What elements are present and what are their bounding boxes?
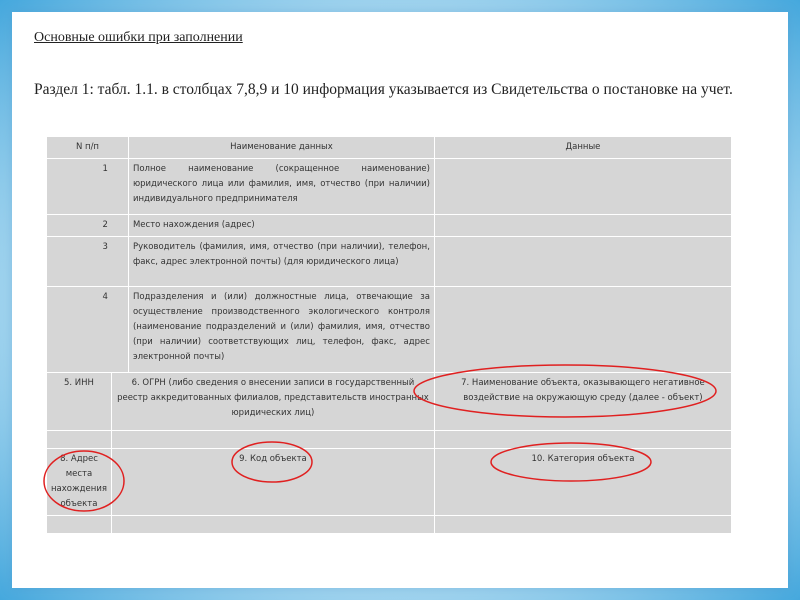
empty-cell bbox=[434, 431, 731, 449]
object-empty-row bbox=[47, 431, 732, 449]
empty-cell bbox=[47, 516, 112, 534]
row-name: Подразделения и (или) должностные лица, отвечающие за осуществление производственного экологического контроля (наименование подразделений и (или) фамилия, имя, отчество (при наличии) соответствующих лиц, телефон, факс, адрес электронной почты) bbox=[128, 287, 434, 373]
row-value bbox=[434, 159, 731, 215]
table-header-row bbox=[47, 137, 732, 159]
header-name: Наименование данных bbox=[128, 137, 434, 159]
empty-cell bbox=[47, 431, 112, 449]
col8-address: 8. Адрес места нахождения объекта bbox=[47, 449, 112, 516]
col6-ogrn: 6. ОГРН (либо сведения о внесении записи в государственный реестр аккредитованных филиалов, представительств иностранных юридических лиц) bbox=[111, 373, 434, 431]
col10-category: 10. Категория объекта bbox=[434, 449, 731, 516]
header-value: Данные bbox=[434, 137, 731, 159]
row-num: 1 bbox=[47, 159, 129, 215]
header-num: N п/п bbox=[47, 137, 129, 159]
slide-heading: Основные ошибки при заполнении bbox=[34, 30, 243, 45]
col5-inn: 5. ИНН bbox=[47, 373, 112, 431]
row-name: Руководитель (фамилия, имя, отчество (при наличии), телефон, факс, адрес электронной почты) (для юридического лица) bbox=[128, 237, 434, 287]
row-value bbox=[434, 287, 731, 373]
intro-text: Раздел 1: табл. 1.1. в столбцах 7,8,9 и 10 информация указывается из Свидетельства о постановке на учет. bbox=[34, 81, 733, 98]
row-value bbox=[434, 237, 731, 287]
row-num: 2 bbox=[47, 215, 129, 237]
row-num: 3 bbox=[47, 237, 129, 287]
empty-cell bbox=[111, 431, 434, 449]
row-name: Место нахождения (адрес) bbox=[128, 215, 434, 237]
table-row bbox=[47, 287, 732, 373]
object-header-row-2 bbox=[47, 449, 732, 516]
row-value bbox=[434, 215, 731, 237]
data-table bbox=[46, 136, 732, 534]
row-name: Полное наименование (сокращенное наименование) юридического лица или фамилия, имя, отчество (при наличии) индивидуального предпринимателя bbox=[128, 159, 434, 215]
table-row bbox=[47, 215, 732, 237]
col9-code: 9. Код объекта bbox=[111, 449, 434, 516]
empty-cell bbox=[111, 516, 434, 534]
table-row bbox=[47, 159, 732, 215]
object-header-row bbox=[47, 373, 732, 431]
table-row bbox=[47, 237, 732, 287]
row-num: 4 bbox=[47, 287, 129, 373]
object-empty-row bbox=[47, 516, 732, 534]
empty-cell bbox=[434, 516, 731, 534]
col7-object-name: 7. Наименование объекта, оказывающего негативное воздействие на окружающую среду (далее - объект) bbox=[434, 373, 731, 431]
